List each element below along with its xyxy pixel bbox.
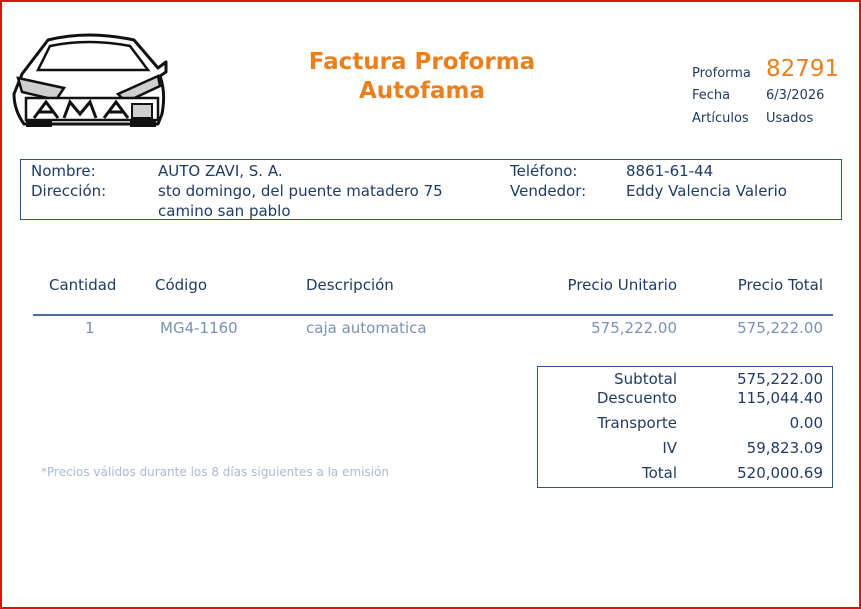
totals-box	[537, 366, 833, 488]
tax-label: IV	[662, 439, 677, 457]
header-code: Código	[155, 276, 208, 294]
row-quantity: 1	[85, 319, 95, 337]
name-label: Nombre:	[31, 162, 96, 180]
header-divider	[33, 314, 833, 316]
articles-value: Usados	[766, 111, 814, 126]
address-label: Dirección:	[31, 182, 107, 200]
seller-label: Vendedor:	[510, 182, 587, 200]
proforma-number: 82791	[766, 56, 840, 82]
discount-value: 115,044.40	[737, 389, 823, 407]
header-quantity: Cantidad	[49, 276, 117, 294]
header-total-price: Precio Total	[737, 276, 823, 294]
seller-value: Eddy Valencia Valerio	[626, 182, 787, 200]
total-value: 520,000.69	[737, 464, 823, 482]
subtotal-value: 575,222.00	[737, 370, 823, 388]
row-code: MG4-1160	[160, 319, 238, 337]
proforma-label: Proforma	[692, 66, 751, 81]
articles-label: Artículos	[692, 111, 749, 126]
discount-label: Descuento	[596, 389, 677, 407]
car-logo-icon	[8, 32, 168, 128]
subtotal-label: Subtotal	[614, 370, 677, 388]
address-line-2: camino san pablo	[158, 202, 291, 220]
row-total-price: 575,222.00	[737, 319, 823, 337]
row-description: caja automatica	[306, 319, 427, 337]
tax-value: 59,823.09	[746, 439, 823, 457]
client-info-box	[20, 159, 842, 220]
phone-value: 8861-61-44	[626, 162, 714, 180]
name-value: AUTO ZAVI, S. A.	[158, 162, 283, 180]
row-unit-price: 575,222.00	[591, 319, 677, 337]
header-unit-price: Precio Unitario	[567, 276, 677, 294]
title-line-2: Autofama	[359, 78, 485, 104]
transport-value: 0.00	[789, 414, 823, 432]
date-label: Fecha	[692, 88, 731, 103]
total-label: Total	[641, 464, 677, 482]
transport-label: Transporte	[597, 414, 677, 432]
header-description: Descripción	[306, 276, 394, 294]
phone-label: Teléfono:	[510, 162, 578, 180]
validity-note: *Precios válidos durante los 8 días siguientes a la emisión	[41, 465, 390, 479]
title-line-1: Factura Proforma	[308, 49, 536, 75]
date-value: 6/3/2026	[766, 88, 825, 103]
document-title	[272, 48, 572, 106]
address-line-1: sto domingo, del puente matadero 75	[158, 182, 443, 200]
